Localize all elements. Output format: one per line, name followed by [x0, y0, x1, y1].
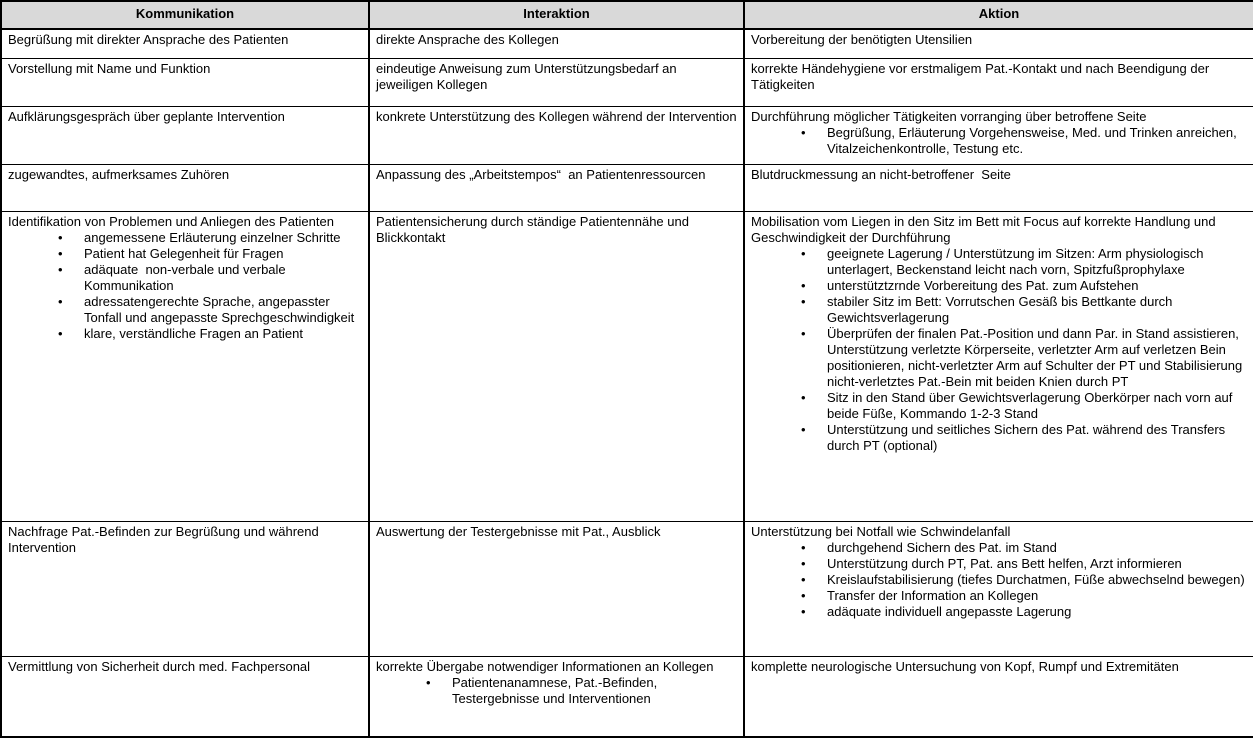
bullet-item [8, 230, 362, 246]
table-row [1, 58, 1253, 106]
bullet-item [8, 262, 362, 294]
cell-interaktion [369, 106, 744, 164]
cell-text: Mobilisation vom Liegen in den Sitz im Bett mit Focus auf korrekte Handlung und Geschwindigkeit der Durchführung [751, 213, 1220, 245]
bullet-icon: • [58, 229, 63, 245]
cell-aktion [744, 106, 1253, 164]
bullet-item [376, 675, 737, 707]
cell-interaktion [369, 211, 744, 521]
cell-interaktion [369, 29, 744, 58]
cell-kommunikation [1, 29, 369, 58]
bullet-icon: • [801, 421, 806, 437]
bullet-icon: • [426, 674, 431, 690]
bullet-icon: • [801, 325, 806, 341]
cell-aktion [744, 58, 1253, 106]
bullet-text: adäquate non-verbale und verbale Kommunikation [84, 261, 290, 293]
header-row [1, 1, 1253, 29]
cell-kommunikation [1, 211, 369, 521]
cell-aktion [744, 211, 1253, 521]
cell-interaktion [369, 58, 744, 106]
cell-text: Identifikation von Problemen und Anliegen des Patienten [8, 213, 334, 229]
cell-aktion [744, 164, 1253, 211]
bullet-text: Patient hat Gelegenheit für Fragen [84, 245, 284, 261]
cell-text: korrekte Übergabe notwendiger Informationen an Kollegen [376, 658, 714, 674]
bullet-text: Begrüßung, Erläuterung Vorgehensweise, Med. und Trinken anreichen, Vitalzeichenkontrolle, Testung etc. [827, 124, 1241, 156]
bullet-item [751, 540, 1247, 556]
cell-text: eindeutige Anweisung zum Unterstützungsbedarf an jeweiligen Kollegen [376, 60, 681, 92]
bullet-text: Transfer der Information an Kollegen [827, 587, 1039, 603]
cell-aktion [744, 29, 1253, 58]
cell-interaktion [369, 164, 744, 211]
bullet-item [751, 326, 1247, 390]
bullet-icon: • [801, 555, 806, 571]
cell-text: zugewandtes, aufmerksames Zuhören [8, 166, 230, 182]
bullet-text: Kreislaufstabilisierung (tiefes Durchatmen, Füße abwechselnd bewegen) [827, 571, 1245, 587]
bullet-item [8, 326, 362, 342]
bullet-text: geeignete Lagerung / Unterstützung im Sitzen: Arm physiologisch unterlagert, Beckenstand leicht nach vorn, Spitzfußprophylaxe [827, 245, 1208, 277]
bullet-icon: • [58, 261, 63, 277]
cell-text: Auswertung der Testergebnisse mit Pat., Ausblick [376, 523, 661, 539]
bullet-item [8, 246, 362, 262]
col-header-aktion: Aktion [744, 1, 1253, 29]
bullet-item [751, 246, 1247, 278]
bullet-text: adressatengerechte Sprache, angepasster Tonfall und angepasste Sprechgeschwindigkeit [84, 293, 355, 325]
cell-text: Vorbereitung der benötigten Utensilien [751, 32, 973, 47]
cell-interaktion [369, 521, 744, 656]
bullet-text: Überprüfen der finalen Pat.-Position und dann Par. in Stand assistieren, Unterstützung verletzte Körperseite, verletzter Arm auf verletzen Bein positionieren, nicht-verletzter Arm auf Schulter der PT und Stabilisierung nicht-verletztes Pat.-Bein mit beiden Knien durch PT [827, 325, 1246, 389]
table-row [1, 164, 1253, 211]
cell-text: Vorstellung mit Name und Funktion [8, 60, 211, 76]
bullet-icon: • [801, 293, 806, 309]
bullet-item [751, 556, 1247, 572]
bullet-item [751, 294, 1247, 326]
bullet-text: stabiler Sitz im Bett: Vorrutschen Gesäß bis Bettkante durch Gewichtsverlagerung [827, 293, 1177, 325]
cell-text: Unterstützung bei Notfall wie Schwindelanfall [751, 523, 1011, 539]
cell-text: Blutdruckmessung an nicht-betroffener Seite [751, 166, 1011, 182]
cell-text: Nachfrage Pat.-Befinden zur Begrüßung und während Intervention [8, 523, 323, 555]
cell-kommunikation [1, 521, 369, 656]
cell-text: direkte Ansprache des Kollegen [376, 32, 559, 47]
bullet-icon: • [801, 389, 806, 405]
table-row [1, 521, 1253, 656]
bullet-text: klare, verständliche Fragen an Patient [84, 325, 303, 341]
bullet-icon: • [58, 325, 63, 341]
cell-text: Patientensicherung durch ständige Patientennähe und Blickkontakt [376, 213, 693, 245]
bullet-text: adäquate individuell angepasste Lagerung [827, 603, 1072, 619]
bullet-icon: • [58, 245, 63, 261]
bullet-icon: • [801, 571, 806, 587]
cell-kommunikation [1, 656, 369, 737]
cell-text: Begrüßung mit direkter Ansprache des Patienten [8, 32, 289, 47]
bullet-icon: • [801, 603, 806, 619]
cell-text: komplette neurologische Untersuchung von Kopf, Rumpf und Extremitäten [751, 658, 1179, 674]
bullet-icon: • [58, 293, 63, 309]
table-row [1, 211, 1253, 521]
bullet-item [751, 390, 1247, 422]
cell-text: Durchführung möglicher Tätigkeiten vorranging über betroffene Seite [751, 108, 1147, 124]
bullet-icon: • [801, 245, 806, 261]
bullet-item [751, 572, 1247, 588]
col-header-kommunikation: Kommunikation [1, 1, 369, 29]
bullet-item [751, 422, 1247, 454]
cell-aktion [744, 656, 1253, 737]
cell-aktion [744, 521, 1253, 656]
table-row [1, 106, 1253, 164]
cell-text: Aufklärungsgespräch über geplante Intervention [8, 108, 285, 124]
col-header-interaktion: Interaktion [369, 1, 744, 29]
bullet-icon: • [801, 124, 806, 140]
bullet-text: angemessene Erläuterung einzelner Schritte [84, 229, 341, 245]
cell-text: konkrete Unterstützung des Kollegen während der Intervention [376, 108, 737, 124]
bullet-item [751, 278, 1247, 294]
cell-text: Vermittlung von Sicherheit durch med. Fachpersonal [8, 658, 311, 674]
cell-text: Anpassung des „Arbeitstempos“ an Patientenressourcen [376, 166, 706, 182]
bullet-text: Sitz in den Stand über Gewichtsverlagerung Oberkörper nach vorn auf beide Füße, Kommando 1-2-3 Stand [827, 389, 1237, 421]
bullet-text: Unterstützung durch PT, Pat. ans Bett helfen, Arzt informieren [827, 555, 1182, 571]
bullet-item [8, 294, 362, 326]
bullet-text: unterstütztzrnde Vorbereitung des Pat. zum Aufstehen [827, 277, 1139, 293]
cell-text: korrekte Händehygiene vor erstmaligem Pat.-Kontakt und nach Beendigung der Tätigkeiten [751, 60, 1213, 92]
bullet-item [751, 588, 1247, 604]
cell-kommunikation [1, 58, 369, 106]
bullet-icon: • [801, 587, 806, 603]
bullet-item [751, 125, 1247, 157]
bullet-text: durchgehend Sichern des Pat. im Stand [827, 539, 1057, 555]
table-row [1, 656, 1253, 737]
cell-kommunikation [1, 164, 369, 211]
bullet-icon: • [801, 539, 806, 555]
cell-interaktion [369, 656, 744, 737]
bullet-text: Unterstützung und seitliches Sichern des Pat. während des Transfers durch PT (optional) [827, 421, 1229, 453]
bullet-text: Patientenanamnese, Pat.-Befinden, Testergebnisse und Interventionen [452, 674, 661, 706]
cell-kommunikation [1, 106, 369, 164]
bullet-item [751, 604, 1247, 620]
bullet-icon: • [801, 277, 806, 293]
table-row [1, 29, 1253, 58]
